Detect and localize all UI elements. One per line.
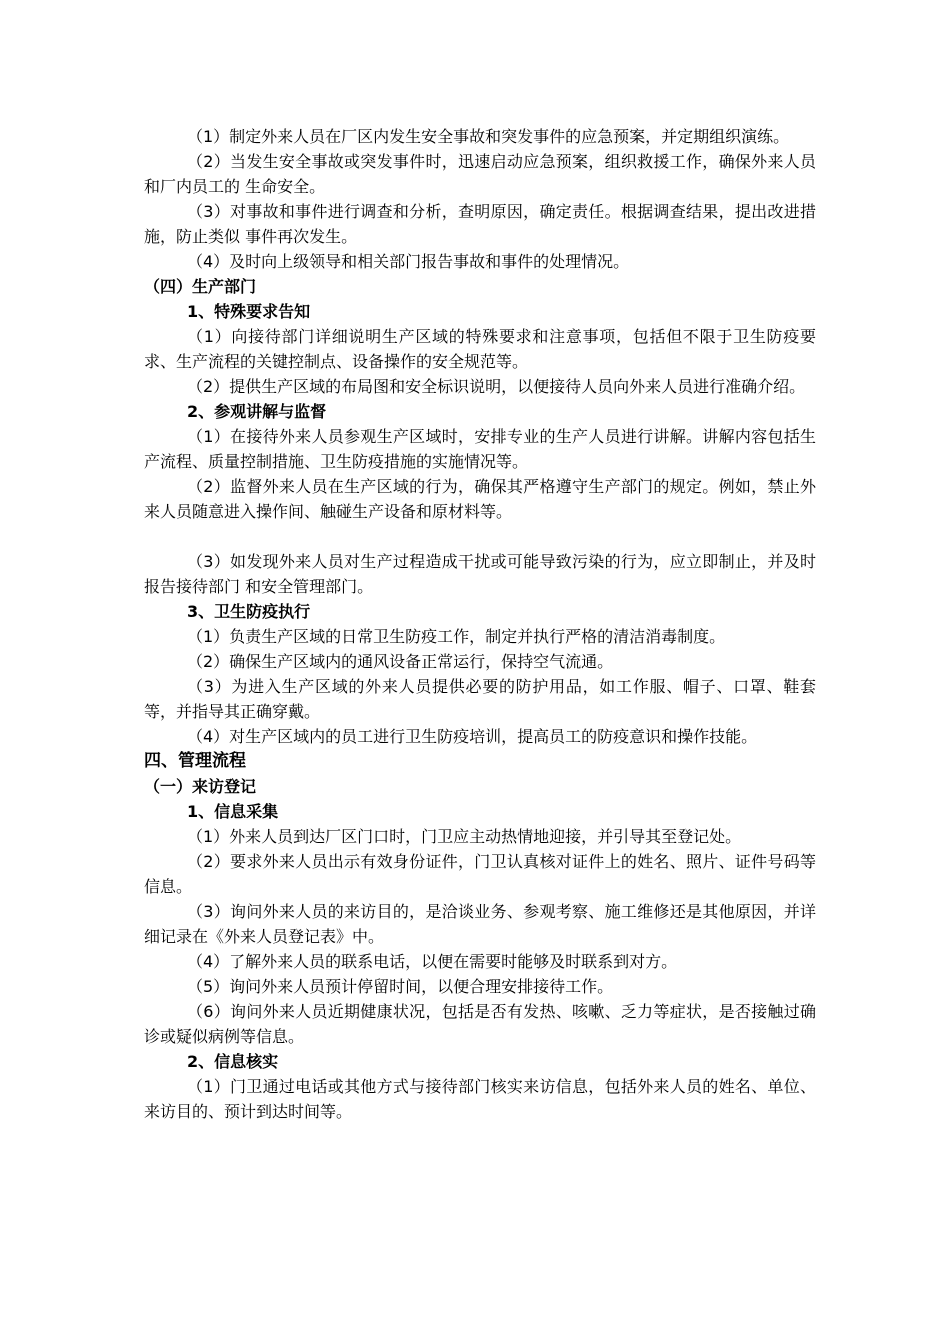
- subsection-heading: 2、信息核实: [187, 1052, 279, 1071]
- section-heading: （四）生产部门: [144, 277, 257, 296]
- section-heading: （一）来访登记: [144, 777, 257, 796]
- paragraph: （3）为进入生产区域的外来人员提供必要的防护用品，如工作服、帽子、口罩、鞋套等，并指导其正确穿戴。: [144, 677, 816, 721]
- subsection-heading: 1、特殊要求告知: [187, 302, 311, 321]
- paragraph: （5）询问外来人员预计停留时间，以便合理安排接待工作。: [187, 977, 614, 996]
- paragraph: （2）当发生安全事故或突发事件时，迅速启动应急预案，组织救援工作，确保外来人员和厂内员工的 生命安全。: [144, 152, 816, 196]
- chapter-heading: 四、管理流程: [144, 751, 246, 771]
- paragraph: （3）对事故和事件进行调查和分析，查明原因，确定责任。根据调查结果，提出改进措施，防止类似 事件再次发生。: [144, 202, 816, 246]
- subsection-heading: 1、信息采集: [187, 802, 279, 821]
- paragraph: （1）制定外来人员在厂区内发生安全事故和突发事件的应急预案，并定期组织演练。: [187, 127, 790, 146]
- subsection-heading: 3、卫生防疫执行: [187, 602, 311, 621]
- paragraph: （4）及时向上级领导和相关部门报告事故和事件的处理情况。: [187, 252, 630, 271]
- paragraph: （2）监督外来人员在生产区域的行为，确保其严格遵守生产部门的规定。例如，禁止外来人员随意进入操作间、触碰生产设备和原材料等。: [144, 477, 816, 521]
- paragraph: （1）负责生产区域的日常卫生防疫工作，制定并执行严格的清洁消毒制度。: [187, 627, 726, 646]
- document-page: [144, 124, 816, 1124]
- paragraph: （4）了解外来人员的联系电话，以便在需要时能够及时联系到对方。: [187, 952, 678, 971]
- paragraph: （1）向接待部门详细说明生产区域的特殊要求和注意事项，包括但不限于卫生防疫要求、生产流程的关键控制点、设备操作的安全规范等。: [144, 327, 816, 371]
- paragraph: （4）对生产区域内的员工进行卫生防疫培训，提高员工的防疫意识和操作技能。: [187, 727, 758, 746]
- paragraph: （1）在接待外来人员参观生产区域时，安排专业的生产人员进行讲解。讲解内容包括生产流程、质量控制措施、卫生防疫措施的实施情况等。: [144, 427, 816, 471]
- paragraph: （3）询问外来人员的来访目的，是洽谈业务、参观考察、施工维修还是其他原因，并详细记录在《外来人员登记表》中。: [144, 902, 816, 946]
- paragraph: （2）要求外来人员出示有效身份证件，门卫认真核对证件上的姓名、照片、证件号码等信息。: [144, 852, 816, 896]
- paragraph: （3）如发现外来人员对生产过程造成干扰或可能导致污染的行为，应立即制止，并及时报告接待部门 和安全管理部门。: [144, 552, 816, 596]
- paragraph: （1）外来人员到达厂区门口时，门卫应主动热情地迎接，并引导其至登记处。: [187, 827, 742, 846]
- paragraph: （2）提供生产区域的布局图和安全标识说明，以便接待人员向外来人员进行准确介绍。: [187, 377, 806, 396]
- paragraph: （1）门卫通过电话或其他方式与接待部门核实来访信息，包括外来人员的姓名、单位、来访目的、预计到达时间等。: [144, 1077, 816, 1121]
- paragraph: （2）确保生产区域内的通风设备正常运行，保持空气流通。: [187, 652, 614, 671]
- paragraph: （6）询问外来人员近期健康状况，包括是否有发热、咳嗽、乏力等症状，是否接触过确诊或疑似病例等信息。: [144, 1002, 816, 1046]
- blank-line: [144, 524, 816, 549]
- subsection-heading: 2、参观讲解与监督: [187, 402, 327, 421]
